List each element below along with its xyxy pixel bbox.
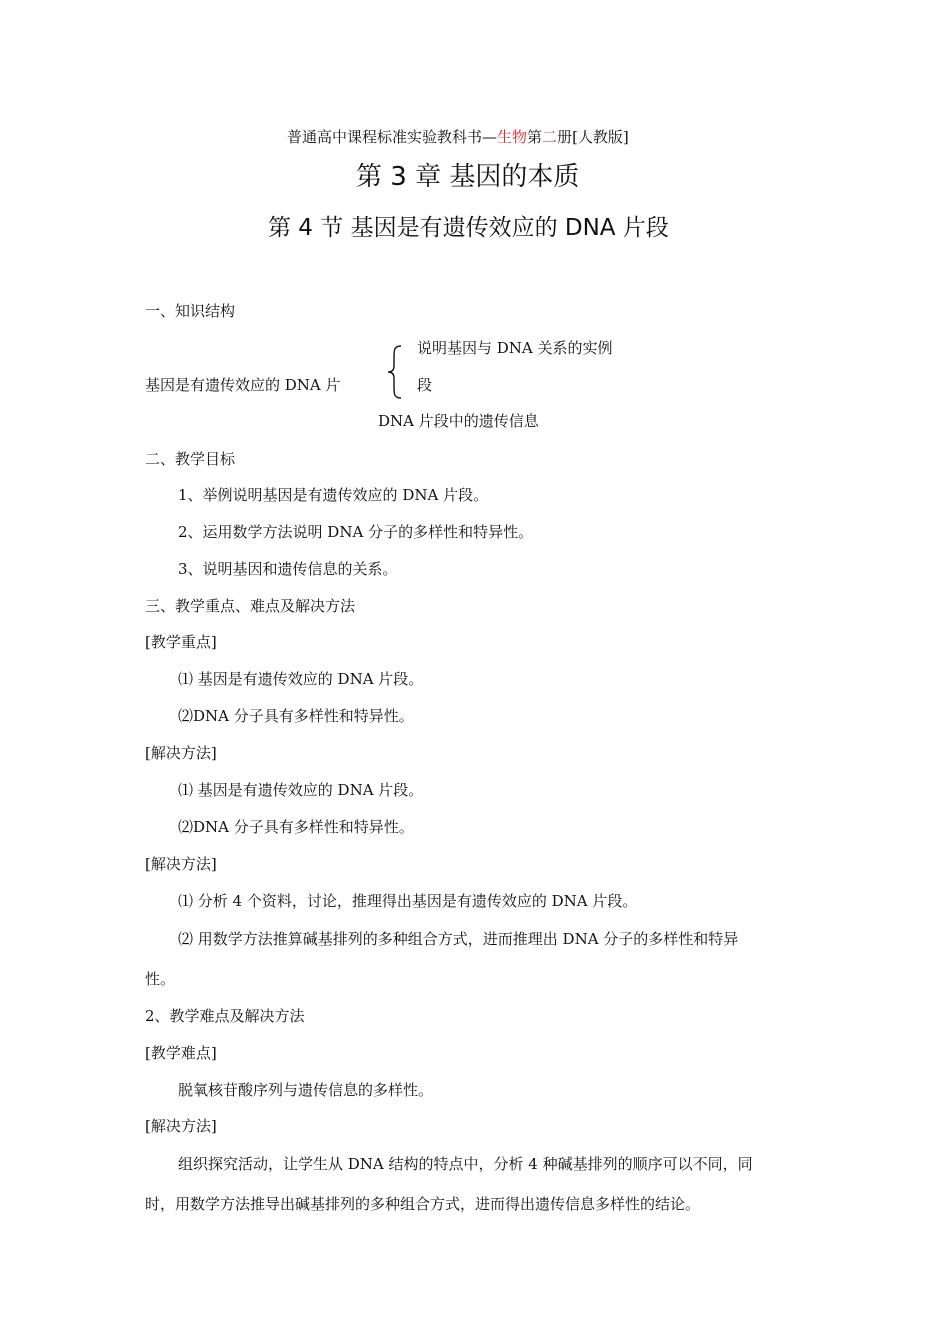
header-mid: 第: [527, 128, 543, 146]
header-volume-num: 二: [542, 128, 558, 146]
difficulty-heading: 2、教学难点及解决方法: [145, 1007, 305, 1025]
method-label: [解决方法]: [145, 1117, 217, 1135]
header-prefix: 普通高中课程标准实验教科书—: [287, 128, 498, 146]
method-paragraph-line: 组织探究活动，让学生从 DNA 结构的特点中，分析 4 种碱基排列的顺序可以不同，同: [178, 1155, 753, 1173]
key-point-item: ⑵DNA 分子具有多样性和特异性。: [178, 707, 414, 725]
key-points-label: [教学重点]: [145, 633, 217, 651]
goals-heading: 二、教学目标: [145, 450, 236, 468]
method-item: ⑴ 基因是有遗传效应的 DNA 片段。: [178, 781, 424, 799]
goal-item: 2、运用数学方法说明 DNA 分子的多样性和特异性。: [178, 523, 534, 541]
method-label: [解决方法]: [145, 744, 217, 762]
method-paragraph-line: 时，用数学方法推导出碱基排列的多种组合方式，进而得出遗传信息多样性的结论。: [145, 1195, 701, 1213]
section-title: 第 4 节 基因是有遗传效应的 DNA 片段: [268, 215, 669, 241]
knowledge-root: 基因是有遗传效应的 DNA 片: [145, 376, 341, 394]
method-item: ⑵DNA 分子具有多样性和特异性。: [178, 818, 414, 836]
method-label: [解决方法]: [145, 855, 217, 873]
difficulty-item: 脱氧核苷酸序列与遗传信息的多样性。: [178, 1081, 434, 1099]
knowledge-branch-2: DNA 片段中的遗传信息: [378, 412, 539, 430]
goal-item: 1、举例说明基因是有遗传效应的 DNA 片段。: [178, 486, 489, 504]
method-item-cont: 性。: [145, 970, 176, 988]
key-point-item: ⑴ 基因是有遗传效应的 DNA 片段。: [178, 670, 424, 688]
book-header: [287, 126, 629, 147]
knowledge-root-cont: 段: [417, 376, 433, 394]
header-subject: 生物: [497, 128, 528, 146]
difficulty-label: [教学难点]: [145, 1044, 217, 1062]
method-item: ⑴ 分析 4 个资料，讨论，推理得出基因是有遗传效应的 DNA 片段。: [178, 892, 638, 910]
focus-heading: 三、教学重点、难点及解决方法: [145, 597, 356, 615]
chapter-title: 第 3 章 基因的本质: [356, 162, 580, 192]
header-suffix: 册[人教版]: [557, 128, 629, 146]
knowledge-branch-1: 说明基因与 DNA 关系的实例: [417, 339, 613, 357]
brace-icon: [385, 344, 405, 400]
knowledge-heading: 一、知识结构: [145, 302, 236, 320]
goal-item: 3、说明基因和遗传信息的关系。: [178, 560, 398, 578]
method-item: ⑵ 用数学方法推算碱基排列的多种组合方式，进而推理出 DNA 分子的多样性和特异: [178, 930, 739, 948]
